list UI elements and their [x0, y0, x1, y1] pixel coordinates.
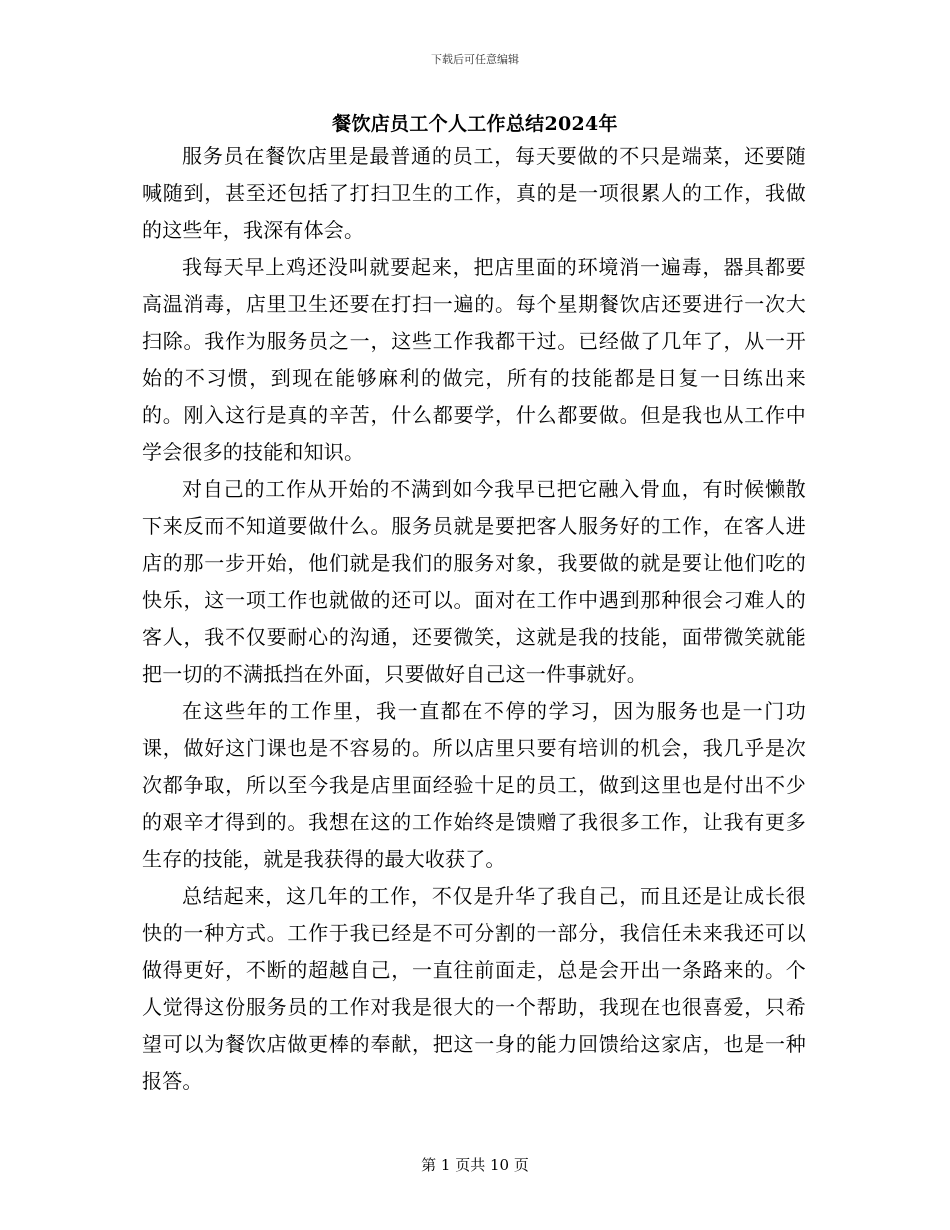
paragraph: 总结起来，这几年的工作，不仅是升华了我自己，而且还是让成长很快的一种方式。工作于我已经是不可分割的一部分，我信任未来我还可以做得更好，不断的超越自己，一直往前面走，总是会开出一条路来的。个人觉得这份服务员的工作对我是很大的一个帮助，我现在也很喜爱，只希望可以为餐饮店做更棒的奉献，把这一身的能力回馈给这家店，也是一种报答。 [142, 884, 806, 1093]
paragraph: 我每天早上鸡还没叫就要起来，把店里面的环境消一遍毒，器具都要高温消毒，店里卫生还要在打扫一遍的。每个星期餐饮店还要进行一次大扫除。我作为服务员之一，这些工作我都干过。已经做了几年了，从一开始的不习惯，到现在能够麻利的做完，所有的技能都是日复一日练出来的。刚入这行是真的辛苦，什么都要学，什么都要做。但是我也从工作中学会很多的技能和知识。 [142, 255, 806, 464]
page-number: 第 1 页共 10 页 [421, 1156, 529, 1174]
document-title: 餐饮店员工个人工作总结2024年 [332, 113, 618, 135]
page-header-note: 下载后可任意编辑 [431, 53, 519, 66]
paragraph: 在这些年的工作里，我一直都在不停的学习，因为服务也是一门功课，做好这门课也是不容易的。所以店里只要有培训的机会，我几乎是次次都争取，所以至今我是店里面经验十足的员工，做到这里也是付出不少的艰辛才得到的。我想在这的工作始终是馈赠了我很多工作，让我有更多生存的技能，就是我获得的最大收获了。 [142, 699, 806, 871]
paragraph: 服务员在餐饮店里是最普通的员工，每天要做的不只是端菜，还要随喊随到，甚至还包括了打扫卫生的工作，真的是一项很累人的工作，我做的这些年，我深有体会。 [142, 144, 806, 242]
paragraph: 对自己的工作从开始的不满到如今我早已把它融入骨血，有时候懒散下来反而不知道要做什么。服务员就是要把客人服务好的工作，在客人进店的那一步开始，他们就是我们的服务对象，我要做的就是要让他们吃的快乐，这一项工作也就做的还可以。面对在工作中遇到那种很会刁难人的客人，我不仅要耐心的沟通，还要微笑，这就是我的技能，面带微笑就能把一切的不满抵挡在外面，只要做好自己这一件事就好。 [142, 477, 806, 686]
document-body [142, 138, 806, 1100]
